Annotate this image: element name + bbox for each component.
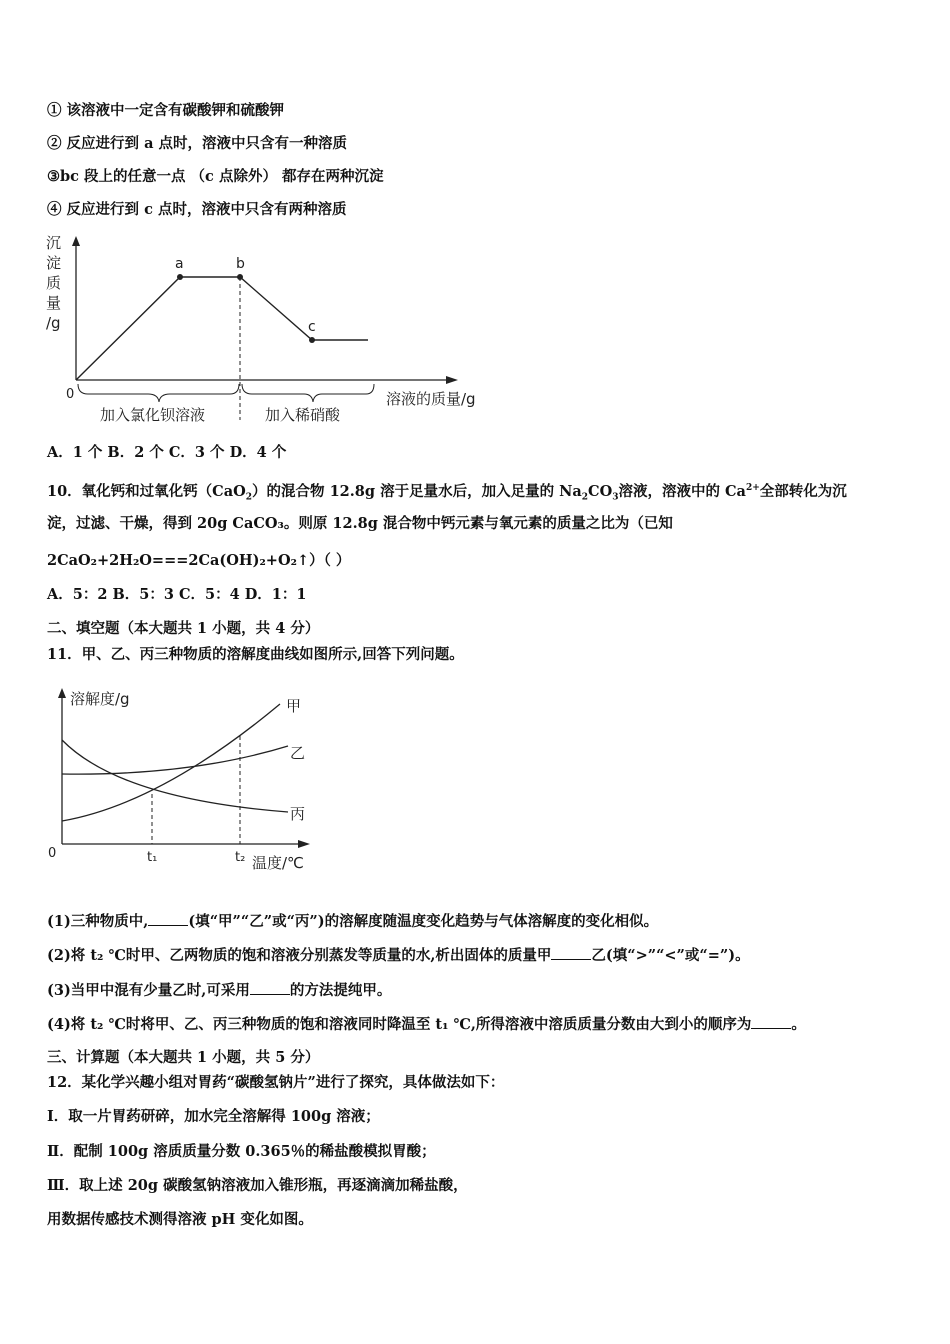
y-axis-label-char-5: /g	[46, 314, 61, 332]
q12-step-2: Ⅱ．配制 100g 溶质质量分数 0.365％的稀盐酸模拟胃酸；	[47, 1143, 436, 1160]
solubility-curve-chart	[40, 684, 330, 874]
q9-statement-3: ③bc 段上的任意一点 （c 点除外） 都存在两种沉淀	[47, 168, 384, 185]
x-axis-arrow	[446, 376, 458, 384]
series-label-bing: 丙	[290, 805, 306, 823]
answer-blank-1[interactable]	[148, 911, 188, 926]
q11-stem: 11．甲、乙、丙三种物质的溶解度曲线如图所示,回答下列问题。	[47, 646, 464, 663]
q12-step-4: 用数据传感技术测得溶液 pH 变化如图。	[47, 1211, 313, 1228]
y-axis-arrow	[58, 688, 66, 698]
point-b	[237, 274, 243, 280]
segment2-brace	[242, 384, 374, 402]
t2-label: t₂	[235, 850, 246, 865]
answer-blank-2[interactable]	[551, 945, 591, 960]
precipitate-mass-chart	[40, 230, 500, 430]
x-axis-arrow	[298, 840, 310, 848]
point-b-label: b	[236, 256, 245, 272]
series-label-jia: 甲	[286, 697, 302, 715]
segment1-brace	[78, 384, 239, 402]
curve-jia	[62, 704, 280, 821]
y-axis-label-char-3: 质	[46, 274, 62, 292]
q10-line-3: 2CaO₂+2H₂O===2Ca(OH)₂+O₂↑）（ ）	[47, 552, 351, 569]
x-axis-label: 温度/℃	[252, 854, 304, 872]
q11-sub-1: (1)三种物质中, (填“甲”“乙”或“丙”)的溶解度随温度变化趋势与气体溶解度的变化相似。	[47, 913, 659, 930]
y-axis-arrow	[72, 236, 80, 246]
point-a-label: a	[175, 256, 184, 272]
point-c	[309, 337, 315, 343]
y-axis-label-char-4: 量	[46, 294, 62, 312]
y-axis-label-char-1: 沉	[46, 234, 62, 252]
q11-sub-4: (4)将 t₂ ℃时将甲、乙、丙三种物质的饱和溶液同时降温至 t₁ ℃,所得溶液中溶质质量分数由大到小的顺序为 。	[47, 1016, 806, 1033]
q12-step-3: Ⅲ．取上述 20g 碳酸氢钠溶液加入锥形瓶，再逐滴滴加稀盐酸，	[47, 1177, 468, 1194]
q9-statement-2: ② 反应进行到 a 点时，溶液中只含有一种溶质	[47, 135, 348, 152]
y-axis-label: 溶解度/g	[70, 690, 130, 708]
q12-stem: 12．某化学兴趣小组对胃药“碳酸氢钠片”进行了探究，具体做法如下：	[47, 1074, 505, 1091]
answer-blank-3[interactable]	[250, 980, 290, 995]
origin-label: 0	[48, 846, 57, 861]
answer-blank-4[interactable]	[751, 1014, 791, 1029]
q9-options: A．1 个 B．2 个 C．3 个 D．4 个	[47, 444, 287, 461]
curve-yi	[62, 746, 288, 774]
q9-statement-1: ① 该溶液中一定含有碳酸钾和硫酸钾	[47, 102, 285, 119]
section-2-heading: 二、填空题（本大题共 1 小题，共 4 分）	[47, 620, 320, 637]
section-3-heading: 三、计算题（本大题共 1 小题，共 5 分）	[47, 1049, 320, 1066]
series-label-yi: 乙	[290, 744, 306, 762]
segment1-label: 加入氯化钡溶液	[100, 406, 206, 424]
point-c-label: c	[308, 319, 316, 335]
segment2-label: 加入稀硝酸	[265, 406, 341, 424]
precipitate-curve	[76, 277, 368, 380]
t1-label: t₁	[147, 850, 158, 865]
point-a	[177, 274, 183, 280]
curve-bing	[62, 740, 288, 812]
y-axis-label-char-2: 淀	[46, 254, 62, 272]
x-axis-label: 溶液的质量/g	[386, 390, 476, 408]
q10-line-1: 10．氧化钙和过氧化钙（CaO$_2$）的混合物 12.8g 溶于足量水后，加入足量的 $Na_2CO_3$溶液，溶液中的 $Ca^{2+}$全部转化为沉	[47, 482, 847, 503]
q12-step-1: Ⅰ．取一片胃药研碎，加水完全溶解得 100g 溶液；	[47, 1108, 380, 1125]
q10-line-2: 淀，过滤、干燥，得到 20g CaCO₃。则原 12.8g 混合物中钙元素与氧元素的质量之比为（已知	[47, 515, 673, 532]
q11-sub-3: (3)当甲中混有少量乙时,可采用 的方法提纯甲。	[47, 982, 392, 999]
q10-options: A．5：2 B．5：3 C．5：4 D．1：1	[47, 586, 307, 603]
q9-statement-4: ④ 反应进行到 c 点时，溶液中只含有两种溶质	[47, 201, 347, 218]
q11-sub-2: (2)将 t₂ ℃时甲、乙两物质的饱和溶液分别蒸发等质量的水,析出固体的质量甲 乙(填“>”“<”或“=”)。	[47, 947, 750, 964]
origin-label: 0	[66, 387, 75, 402]
